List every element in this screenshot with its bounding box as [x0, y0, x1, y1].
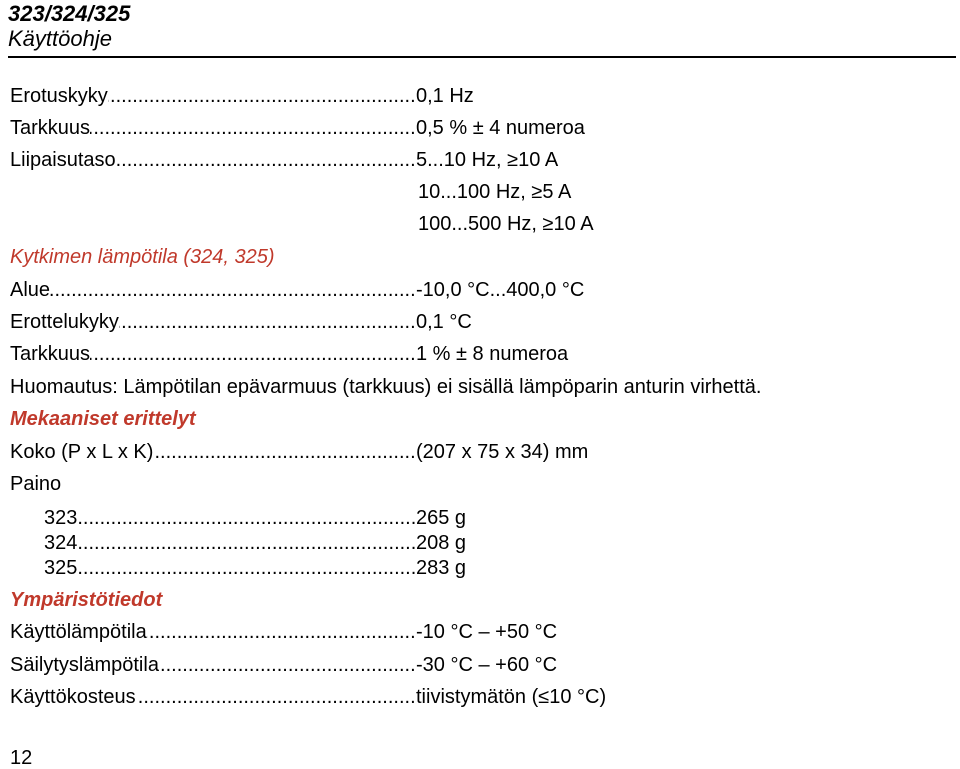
spec-label: Käyttökosteus: [10, 686, 136, 708]
spec-label: Alue: [10, 279, 51, 301]
page-header: [8, 0, 130, 52]
spec-row-accuracy-temp: [10, 342, 568, 366]
spec-row-storage-temp: [10, 653, 557, 677]
spec-row-weight-324: [44, 531, 466, 555]
spec-value: 0,5 % ± 4 numeroa: [416, 117, 585, 139]
spec-label: 325: [44, 557, 78, 579]
spec-label: 323: [44, 507, 78, 529]
spec-label: Tarkkuus: [10, 343, 91, 365]
spec-label: Säilytyslämpötila: [10, 654, 159, 676]
spec-value: -10,0 °C...400,0 °C: [416, 279, 585, 301]
spec-row-accuracy: [10, 116, 585, 140]
spec-label: Erotuskyky: [10, 85, 108, 107]
spec-row-operating-temp: [10, 620, 557, 644]
spec-row-resolution-temp: [10, 310, 472, 334]
spec-value: -10 °C – +50 °C: [416, 621, 558, 643]
weight-label: Paino: [10, 473, 62, 495]
header-rule: [8, 56, 956, 58]
model-title: 323/324/325: [8, 1, 131, 26]
spec-row-size: [10, 440, 588, 464]
spec-value: -30 °C – +60 °C: [416, 654, 558, 676]
section-heading-mechanical: Mekaaniset erittelyt: [10, 408, 196, 430]
spec-value: 283 g: [416, 557, 467, 579]
spec-value: 5...10 Hz, ≥10 A: [416, 149, 559, 171]
spec-row-humidity: [10, 685, 606, 709]
spec-value: 208 g: [416, 532, 467, 554]
spec-label: 324: [44, 532, 78, 554]
spec-value: (207 x 75 x 34) mm: [416, 441, 589, 463]
section-heading-environment: Ympäristötiedot: [10, 589, 163, 611]
document-subtitle: Käyttöohje: [8, 26, 112, 51]
page-number: 12: [10, 747, 33, 769]
spec-label: Tarkkuus: [10, 117, 91, 139]
spec-value: 265 g: [416, 507, 467, 529]
spec-value: 0,1 Hz: [416, 85, 474, 107]
spec-label: Koko (P x L x K): [10, 441, 154, 463]
spec-value: tiivistymätön (≤10 °C): [416, 686, 607, 708]
spec-row-trigger: [10, 148, 558, 172]
section-heading-switch-temp: Kytkimen lämpötila (324, 325): [10, 246, 275, 268]
spec-row-weight-323: [44, 506, 466, 530]
spec-value: 1 % ± 8 numeroa: [416, 343, 569, 365]
spec-label: Liipaisutaso: [10, 149, 116, 171]
spec-value: 0,1 °C: [416, 311, 472, 333]
spec-label: Erottelukyky: [10, 311, 119, 333]
spec-row-resolution: [10, 84, 474, 108]
note-text: Huomautus: Lämpötilan epävarmuus (tarkkuus) ei sisällä lämpöparin anturin virhettä.: [10, 376, 762, 398]
spec-row-weight-325: [44, 556, 466, 580]
spec-value-continued: 10...100 Hz, ≥5 A: [418, 181, 572, 203]
spec-row-range: [10, 278, 584, 302]
spec-value-continued: 100...500 Hz, ≥10 A: [418, 213, 594, 235]
spec-label: Käyttölämpötila: [10, 621, 147, 643]
